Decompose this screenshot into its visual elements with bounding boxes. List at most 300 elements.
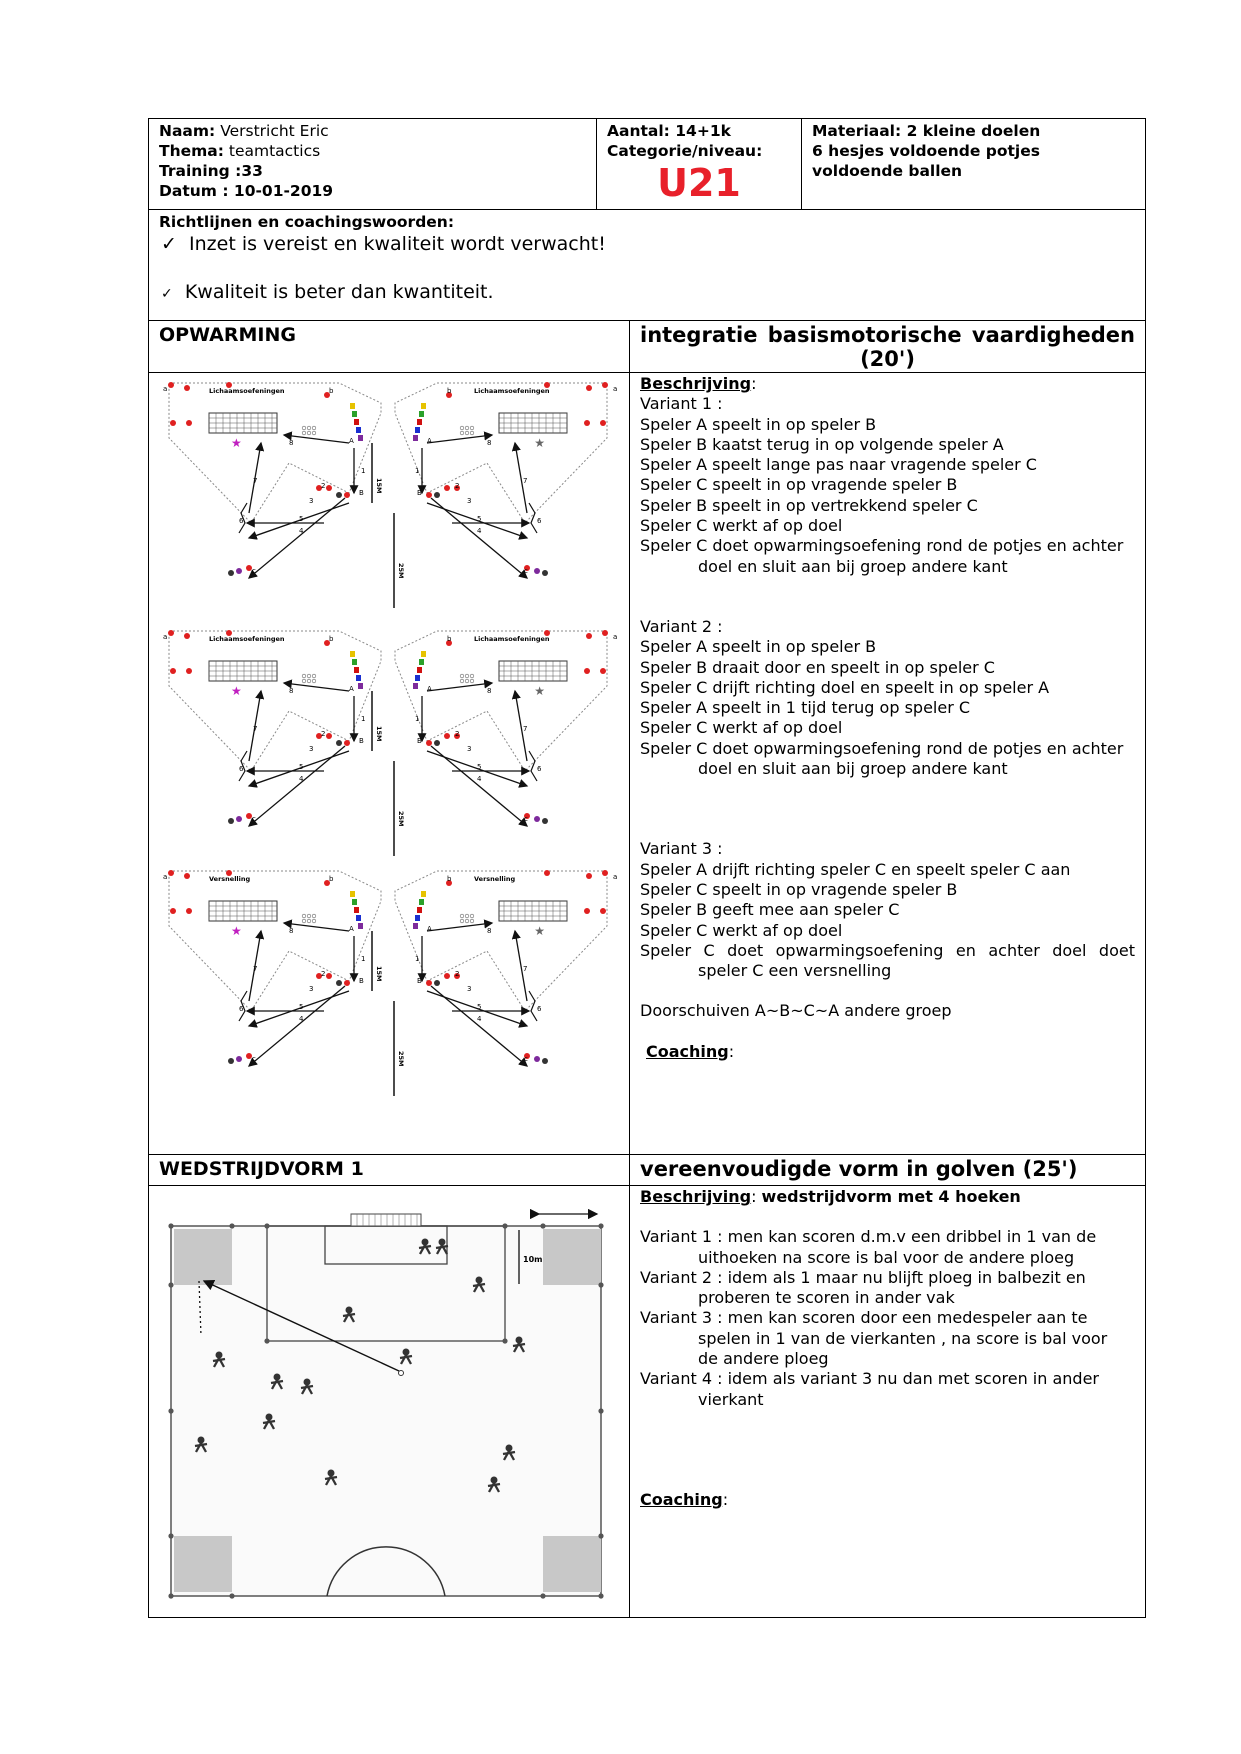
ball-icon bbox=[312, 679, 316, 683]
diagram-label: 6 bbox=[537, 765, 542, 773]
description-line: Speler B speelt in op vertrekkend speler C bbox=[640, 495, 978, 515]
ball-icon bbox=[470, 914, 474, 918]
doorschuiven: Doorschuiven A~B~C~A andere groep bbox=[640, 1001, 952, 1021]
cone bbox=[344, 740, 350, 746]
description-line: Speler A speelt lange pas naar vragende speler C bbox=[640, 455, 1037, 475]
corner-zone bbox=[543, 1229, 601, 1285]
diagram-label: 7 bbox=[253, 477, 258, 485]
player-icon bbox=[413, 683, 418, 689]
diagram-label: 3 bbox=[309, 745, 314, 753]
diagram-label: 7 bbox=[523, 477, 528, 485]
field-marker bbox=[168, 1223, 173, 1228]
description-line: Speler C doet opwarmingsoefening en achter doel doet bbox=[640, 940, 1135, 960]
player-icon bbox=[542, 1058, 548, 1064]
cone bbox=[184, 633, 190, 639]
corner-zone bbox=[543, 1536, 601, 1592]
player-icon bbox=[350, 891, 355, 897]
cone bbox=[600, 420, 606, 426]
coaching-label: Coaching bbox=[640, 1489, 723, 1509]
diagram-label: 4 bbox=[299, 775, 304, 783]
keeper-icon: ★ bbox=[231, 436, 242, 450]
cone bbox=[600, 908, 606, 914]
cone bbox=[426, 740, 432, 746]
richtlijnen bbox=[149, 210, 1145, 320]
header-row bbox=[148, 118, 1146, 210]
pitch-outline bbox=[171, 1226, 601, 1596]
variant-title: Variant 3 : bbox=[640, 839, 723, 859]
warmup-half bbox=[395, 382, 617, 578]
distance-label: 25M bbox=[397, 811, 405, 827]
player-icon bbox=[336, 740, 342, 746]
player-letter: c bbox=[524, 1055, 528, 1063]
player-icon bbox=[534, 816, 540, 822]
player-letter: A bbox=[349, 437, 354, 445]
diagram-label: 8 bbox=[289, 687, 294, 695]
diagram-label: 6 bbox=[537, 517, 542, 525]
diagram-label: 7 bbox=[253, 965, 258, 973]
ball-icon bbox=[465, 674, 469, 678]
cone bbox=[600, 668, 606, 674]
cone bbox=[344, 980, 350, 986]
ball-icon bbox=[302, 919, 306, 923]
player-icon bbox=[236, 816, 242, 822]
player-icon bbox=[358, 923, 363, 929]
field-marker bbox=[598, 1223, 603, 1228]
player-icon bbox=[421, 651, 426, 657]
warmup-half bbox=[163, 870, 381, 1066]
beschrijving-label: Beschrijving bbox=[640, 1187, 752, 1206]
wedstrijd-description: Beschrijving: wedstrijdvorm met 4 hoeken Variant 1 : men kan scoren d.m.v een dribbel in 1 van de uithoeken na score is bal voor de andere ploeg Variant 2 : idem als 1 maar nu blijft ploeg in balbezit en proberen te scoren in ander vak Variant 3 : men kan scoren door een medespeler aan te spelen in 1 van de vierkanten , na score is bal voor de andere ploeg Variant 4 : idem als variant 3 nu dan met scoren in ander vierkant Coaching: bbox=[629, 1186, 1145, 1617]
ball-icon bbox=[460, 426, 464, 430]
ball-icon bbox=[470, 426, 474, 430]
player-icon bbox=[542, 818, 548, 824]
ball-icon bbox=[307, 919, 311, 923]
cone bbox=[184, 873, 190, 879]
player-icon bbox=[413, 923, 418, 929]
diagram-label: 2 bbox=[321, 970, 326, 978]
zone-outline bbox=[395, 383, 607, 523]
player-icon bbox=[354, 907, 359, 913]
cone bbox=[170, 668, 176, 674]
diagram-label: 8 bbox=[487, 439, 492, 447]
training-sheet bbox=[148, 118, 1146, 1618]
player-letter: a bbox=[613, 385, 618, 393]
player-letter: c bbox=[524, 567, 528, 575]
description-line: Speler B geeft mee aan speler C bbox=[640, 900, 900, 920]
beschrijving-label: Beschrijving bbox=[640, 374, 752, 393]
cone bbox=[444, 733, 450, 739]
player-icon bbox=[350, 651, 355, 657]
naam-label: Naam: bbox=[159, 122, 216, 140]
player-icon bbox=[358, 683, 363, 689]
ball-icon bbox=[465, 919, 469, 923]
cone bbox=[602, 870, 608, 876]
diagram-label: 4 bbox=[299, 1015, 304, 1023]
header-materiaal bbox=[801, 119, 1145, 209]
diagram-label: 3 bbox=[309, 497, 314, 505]
player-icon bbox=[354, 419, 359, 425]
player-letter: A bbox=[427, 437, 432, 445]
field-marker bbox=[540, 1593, 545, 1598]
player-icon bbox=[352, 659, 357, 665]
cone bbox=[586, 633, 592, 639]
variant-3 bbox=[640, 839, 1135, 981]
diagram-label: 5 bbox=[299, 1003, 304, 1011]
player-letter: b bbox=[447, 875, 452, 883]
cone bbox=[186, 908, 192, 914]
cone bbox=[168, 630, 174, 636]
field-marker bbox=[598, 1408, 603, 1413]
diagram-label: 8 bbox=[289, 439, 294, 447]
cone bbox=[444, 485, 450, 491]
description-line: Speler C werkt af op doel bbox=[640, 516, 843, 536]
description-line: Speler C doet opwarmingsoefening rond de potjes en achter bbox=[640, 738, 1124, 758]
player-icon bbox=[419, 659, 424, 665]
cone bbox=[602, 630, 608, 636]
player-icon bbox=[413, 435, 418, 441]
player-letter: b bbox=[329, 387, 334, 395]
description-line: Speler A drijft richting speler C en speelt speler C aan bbox=[640, 859, 1071, 879]
player-letter: B bbox=[417, 489, 422, 497]
player-icon bbox=[417, 907, 422, 913]
distance-label: 25M bbox=[397, 1051, 405, 1067]
player-icon bbox=[228, 1058, 234, 1064]
player-letter: a bbox=[163, 633, 168, 641]
field-marker bbox=[229, 1593, 234, 1598]
header-category bbox=[596, 119, 801, 209]
opwarming-diagrams bbox=[149, 373, 629, 1154]
diagram-label: 7 bbox=[253, 725, 258, 733]
description-line: Speler C speelt in op vragende speler B bbox=[640, 879, 958, 899]
ball-icon bbox=[312, 914, 316, 918]
field-marker bbox=[540, 1223, 545, 1228]
player-letter: A bbox=[349, 685, 354, 693]
section-subtitle: vereenvoudigde vorm in golven (25') bbox=[640, 1157, 1078, 1181]
training-number: Training :33 bbox=[159, 162, 263, 180]
section-title: WEDSTRIJDVORM 1 bbox=[159, 1158, 364, 1180]
cone bbox=[586, 385, 592, 391]
field-marker bbox=[264, 1338, 269, 1343]
cone bbox=[170, 908, 176, 914]
field-marker bbox=[502, 1338, 507, 1343]
beschrijving-value: wedstrijdvorm met 4 hoeken bbox=[761, 1187, 1021, 1206]
variant-line: proberen te scoren in ander vak bbox=[698, 1288, 955, 1308]
variant-title: Variant 2 : bbox=[640, 616, 723, 636]
player-icon bbox=[434, 740, 440, 746]
distance-label: 25M bbox=[397, 563, 405, 579]
player-letter: a bbox=[613, 633, 618, 641]
player-icon bbox=[415, 427, 420, 433]
player-icon bbox=[236, 568, 242, 574]
cone bbox=[344, 492, 350, 498]
warmup-half bbox=[395, 630, 617, 826]
player-letter: b bbox=[447, 635, 452, 643]
field-marker bbox=[598, 1282, 603, 1287]
header-info bbox=[149, 119, 596, 209]
player-icon bbox=[434, 980, 440, 986]
diagram-label: 5 bbox=[299, 515, 304, 523]
ball-icon bbox=[470, 679, 474, 683]
pass-arrow bbox=[284, 923, 349, 931]
zone-outline bbox=[395, 631, 607, 771]
checkmark-icon: ✓ bbox=[161, 233, 177, 255]
wedstrijd-diagram-cell bbox=[149, 1186, 629, 1617]
cone bbox=[584, 908, 590, 914]
field-marker bbox=[168, 1408, 173, 1413]
warmup-half bbox=[395, 870, 617, 1066]
thema-value: teamtactics bbox=[228, 142, 321, 160]
diagram-label: 8 bbox=[487, 927, 492, 935]
field-marker bbox=[229, 1223, 234, 1228]
pass-arrow bbox=[427, 923, 492, 931]
diagram-label: 1 bbox=[361, 955, 366, 963]
player-letter: a bbox=[613, 873, 618, 881]
player-icon bbox=[228, 818, 234, 824]
player-letter: b bbox=[329, 875, 334, 883]
diagram-label: 1 bbox=[415, 715, 420, 723]
categorie-label: Categorie/niveau: bbox=[607, 142, 763, 160]
player-icon bbox=[336, 492, 342, 498]
cone bbox=[426, 492, 432, 498]
keeper-icon: ★ bbox=[534, 924, 545, 938]
diagram-label: 5 bbox=[299, 763, 304, 771]
variant-line: de andere ploeg bbox=[698, 1349, 829, 1369]
goal-icon bbox=[351, 1214, 421, 1226]
player-letter: B bbox=[359, 977, 364, 985]
cone bbox=[168, 382, 174, 388]
player-letter: B bbox=[359, 489, 364, 497]
diagram-label: 6 bbox=[239, 765, 244, 773]
cone bbox=[544, 870, 550, 876]
variant-line: vierkant bbox=[698, 1389, 764, 1409]
section-subtitle: integratie basismotorische vaardigheden bbox=[640, 323, 1135, 347]
checkmark-icon: ✓ bbox=[161, 286, 173, 302]
player-letter: A bbox=[349, 925, 354, 933]
cone bbox=[602, 382, 608, 388]
player-icon bbox=[415, 675, 420, 681]
diagram-label: 5 bbox=[477, 763, 482, 771]
player-letter: a bbox=[163, 385, 168, 393]
player-icon bbox=[417, 419, 422, 425]
player-letter: b bbox=[329, 635, 334, 643]
keeper-icon: ★ bbox=[231, 924, 242, 938]
keeper-icon: ★ bbox=[231, 684, 242, 698]
variant-line: Variant 3 : men kan scoren door een medespeler aan te bbox=[640, 1308, 1088, 1328]
ball-icon bbox=[465, 426, 469, 430]
ball-icon bbox=[460, 914, 464, 918]
description-line: Speler C speelt in op vragende speler B bbox=[640, 475, 958, 495]
diagram-label: 8 bbox=[487, 687, 492, 695]
opwarming-title-row bbox=[148, 321, 1146, 373]
ball-icon bbox=[312, 919, 316, 923]
diagram-label: 3 bbox=[467, 497, 472, 505]
field-marker bbox=[598, 1533, 603, 1538]
diagram-label: 2 bbox=[455, 730, 460, 738]
exercise-label: Lichaamsoefeningen bbox=[474, 635, 550, 643]
corner-zone bbox=[174, 1229, 232, 1285]
player-letter: b bbox=[447, 387, 452, 395]
wedstrijd-title-row bbox=[148, 1155, 1146, 1186]
ball-icon bbox=[307, 431, 311, 435]
description-line: doel en sluit aan bij groep andere kant bbox=[698, 759, 1008, 779]
cone bbox=[326, 973, 332, 979]
diagram-label: 4 bbox=[477, 527, 482, 535]
description-line: Speler C doet opwarmingsoefening rond de potjes en achter bbox=[640, 536, 1124, 556]
player-icon bbox=[419, 411, 424, 417]
niveau-badge: U21 bbox=[657, 161, 741, 205]
player-letter: A bbox=[427, 685, 432, 693]
opwarming-subtitle-cell bbox=[629, 321, 1145, 372]
player-letter: c bbox=[524, 815, 528, 823]
diagram-label: 6 bbox=[537, 1005, 542, 1013]
exercise-label: Versnelling bbox=[209, 875, 251, 883]
wedstrijd-variants bbox=[640, 1227, 1135, 1410]
player-letter: B bbox=[417, 977, 422, 985]
field-diagram bbox=[149, 1186, 627, 1616]
ball-icon bbox=[460, 679, 464, 683]
ball-icon bbox=[465, 679, 469, 683]
coaching-label: Coaching bbox=[646, 1041, 729, 1061]
diagram-label: 2 bbox=[321, 730, 326, 738]
player-icon bbox=[534, 1056, 540, 1062]
ball-icon bbox=[307, 679, 311, 683]
thema-label: Thema: bbox=[159, 142, 224, 160]
variant-line: Variant 2 : idem als 1 maar nu blijft ploeg in balbezit en bbox=[640, 1267, 1086, 1287]
zone-outline bbox=[395, 871, 607, 1011]
description-line: Speler C drijft richting doel en speelt in op speler A bbox=[640, 677, 1050, 697]
naam-value: Verstricht Eric bbox=[220, 122, 329, 140]
ball-icon bbox=[302, 679, 306, 683]
pass-arrow bbox=[284, 683, 349, 691]
zone-outline bbox=[169, 631, 381, 771]
diagram-label: 7 bbox=[523, 965, 528, 973]
ball-icon bbox=[307, 426, 311, 430]
ball-icon bbox=[307, 674, 311, 678]
player-icon bbox=[352, 411, 357, 417]
section-title: OPWARMING bbox=[159, 324, 296, 346]
wedstrijd-content-row bbox=[148, 1186, 1146, 1618]
description-line: Speler A speelt in op speler B bbox=[640, 414, 877, 434]
player-icon bbox=[421, 891, 426, 897]
zone-outline bbox=[169, 383, 381, 523]
player-icon bbox=[356, 675, 361, 681]
player-icon bbox=[350, 403, 355, 409]
section-duration: (20') bbox=[860, 347, 915, 371]
ball-icon bbox=[302, 914, 306, 918]
aantal: Aantal: 14+1k bbox=[607, 122, 731, 140]
exercise-label: Lichaamsoefeningen bbox=[474, 387, 550, 395]
cone bbox=[586, 873, 592, 879]
player-icon bbox=[417, 667, 422, 673]
exercise-label: Versnelling bbox=[474, 875, 516, 883]
diagram-label: 3 bbox=[309, 985, 314, 993]
player-icon bbox=[434, 492, 440, 498]
player-icon bbox=[356, 427, 361, 433]
player-letter: B bbox=[417, 737, 422, 745]
keeper-icon: ★ bbox=[534, 684, 545, 698]
description-line: Speler B draait door en speelt in op speler C bbox=[640, 657, 995, 677]
cone bbox=[186, 420, 192, 426]
wedstrijd-title-cell bbox=[149, 1155, 629, 1185]
field-marker bbox=[168, 1533, 173, 1538]
richtlijn-item: ✓ Kwaliteit is beter dan kwantiteit. bbox=[161, 281, 494, 303]
variant-1 bbox=[640, 394, 1135, 577]
opwarming-title-cell bbox=[149, 321, 629, 372]
player-icon bbox=[419, 899, 424, 905]
player-icon bbox=[354, 667, 359, 673]
diagram-label: 5 bbox=[477, 1003, 482, 1011]
diagram-label: 3 bbox=[467, 985, 472, 993]
description-line: Speler A speelt in 1 tijd terug op speler C bbox=[640, 698, 971, 718]
diagram-label: 1 bbox=[415, 467, 420, 475]
variant-title: Variant 1 : bbox=[640, 394, 723, 414]
description-line: Speler B kaatst terug in op volgende speler A bbox=[640, 434, 1004, 454]
opwarming-description: Beschrijving: Variant 1 : Speler A speelt in op speler B Speler B kaatst terug in op volgende speler A Speler A speelt lange pas naar vragende speler C Speler C speelt in op vragende speler B Speler B speelt in op vertrekkend speler C Speler C werkt af op doel Speler C doet opwarmingsoefening rond de potjes en achter doel en sluit aan bij groep andere kant Variant 2 : Speler A speelt in op speler B Speler B draait door en speelt in op speler C Speler C drijft richting doel en speelt in op speler A Speler A speelt in 1 tijd terug op speler C Speler C werkt af op doel Speler C doet opwarmingsoefening rond de potjes en achter doel en sluit aan bij groep andere kant Variant 3 : Speler A drijft richting speler C en speelt speler C aan Speler C speelt in op vragende speler B Speler B geeft mee aan speler C Speler C werkt af op doel Speler C doet opwarmingsoefening en achter doel doet speler C een versnelling Doorschuiven A~B~C~A andere groep Coaching: bbox=[629, 373, 1145, 1154]
cone bbox=[168, 870, 174, 876]
cone bbox=[326, 485, 332, 491]
cone bbox=[326, 733, 332, 739]
player-icon bbox=[421, 403, 426, 409]
warmup-half bbox=[163, 630, 381, 826]
diagram-label: 5 bbox=[477, 515, 482, 523]
zone-outline bbox=[169, 871, 381, 1011]
distance-label: 15M bbox=[375, 726, 383, 742]
corner-zone bbox=[174, 1536, 232, 1592]
diagram-label: 7 bbox=[523, 725, 528, 733]
materiaal-line: Materiaal: 2 kleine doelen bbox=[812, 122, 1041, 140]
ball-icon bbox=[302, 674, 306, 678]
dimension-label: 10m bbox=[523, 1255, 543, 1264]
warmup-diagram bbox=[149, 373, 627, 1153]
diagram-label: 4 bbox=[477, 775, 482, 783]
description-line: Speler A speelt in op speler B bbox=[640, 637, 877, 657]
ball-icon bbox=[470, 674, 474, 678]
player-letter: A bbox=[427, 925, 432, 933]
field-marker bbox=[264, 1223, 269, 1228]
field-marker bbox=[168, 1593, 173, 1598]
description-line: Speler C werkt af op doel bbox=[640, 718, 843, 738]
variant-line: uithoeken na score is bal voor de andere ploeg bbox=[698, 1247, 1075, 1267]
ball-icon bbox=[312, 674, 316, 678]
materiaal-line: voldoende ballen bbox=[812, 162, 963, 180]
player-icon bbox=[415, 915, 420, 921]
diagram-label: 2 bbox=[321, 482, 326, 490]
ball-icon bbox=[470, 919, 474, 923]
ball-icon bbox=[312, 431, 316, 435]
ball-icon bbox=[470, 431, 474, 435]
distance-label: 15M bbox=[375, 966, 383, 982]
richtlijn-item: ✓ Inzet is vereist en kwaliteit wordt verwacht! bbox=[161, 233, 606, 255]
cone bbox=[186, 668, 192, 674]
player-icon bbox=[356, 915, 361, 921]
ball-icon bbox=[465, 914, 469, 918]
diagram-label: 2 bbox=[455, 970, 460, 978]
ball-icon bbox=[460, 431, 464, 435]
player-icon bbox=[336, 980, 342, 986]
ball-icon bbox=[307, 914, 311, 918]
diagram-label: 8 bbox=[289, 927, 294, 935]
materiaal-line: 6 hesjes voldoende potjes bbox=[812, 142, 1040, 160]
variant-2 bbox=[640, 617, 1135, 779]
exercise-label: Lichaamsoefeningen bbox=[209, 387, 285, 395]
player-icon bbox=[358, 435, 363, 441]
field-marker bbox=[598, 1593, 603, 1598]
cone bbox=[584, 668, 590, 674]
field-marker bbox=[168, 1282, 173, 1287]
ball-icon bbox=[399, 1371, 404, 1376]
description-line: speler C een versnelling bbox=[698, 961, 892, 981]
player-letter: c bbox=[252, 567, 256, 575]
